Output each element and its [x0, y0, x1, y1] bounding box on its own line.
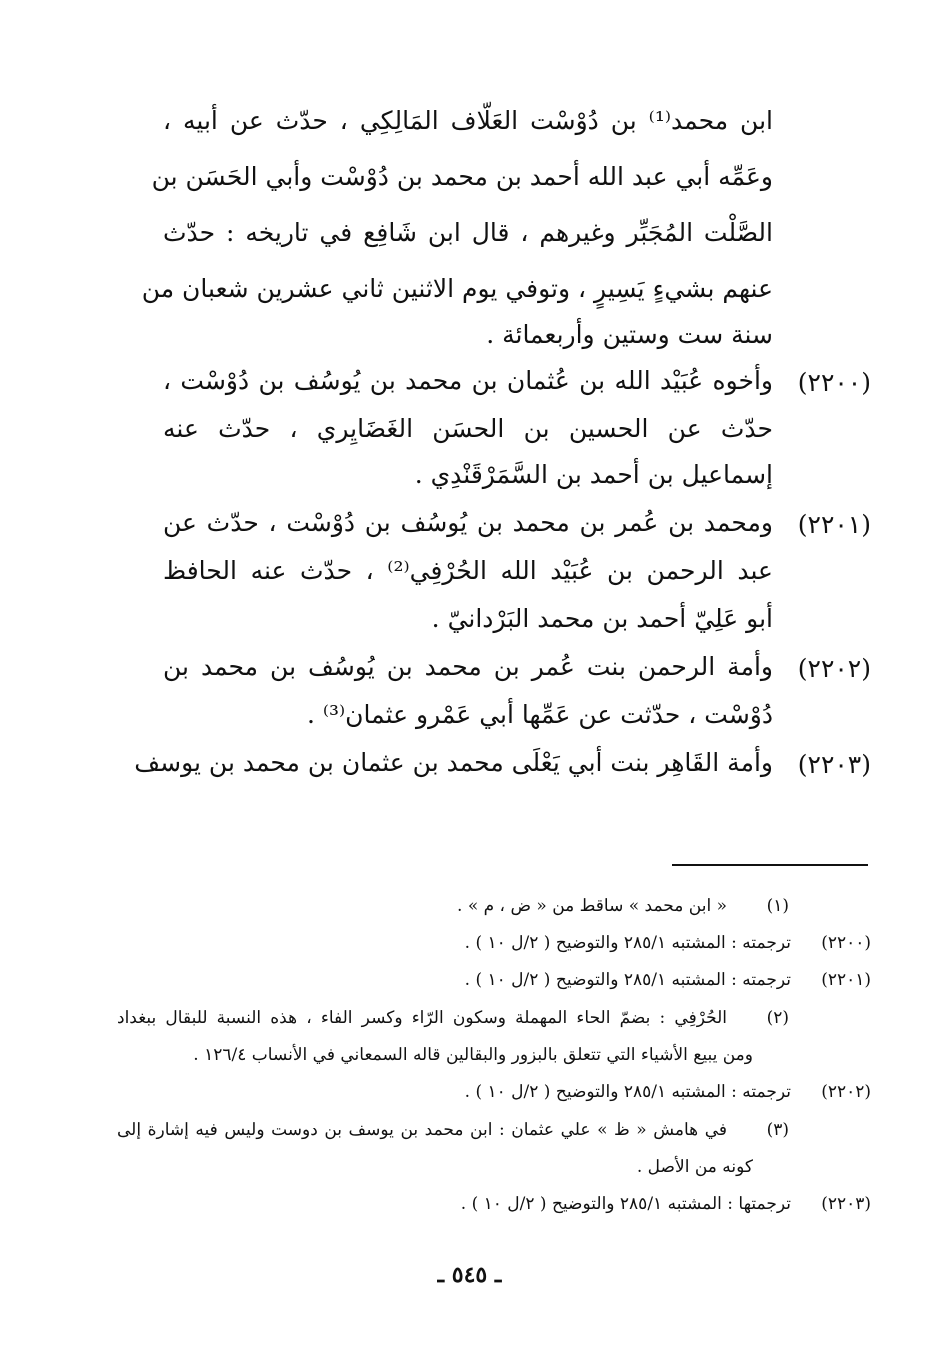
- entry-line: وأمة الرحمن بنت عُمر بن محمد بن يُوسُف بن محمد بن: [163, 652, 773, 681]
- footnote-marker: (١): [766, 896, 789, 916]
- entry-number: (٢٢٠١): [797, 510, 871, 539]
- footnote-text: كونه من الأصل .: [636, 1157, 753, 1177]
- footnote-text: ترجمتها : المشتبه ٢٨٥/١ والتوضيح ( ٢/ل ١٠ ) .: [460, 1194, 791, 1214]
- main-line: وعَمِّه أبي عبد الله أحمد بن محمد بن دُوْسْت وأبي الحَسَن بن: [151, 162, 773, 191]
- footnote-separator: [672, 864, 868, 866]
- footnote-text: في هامش « ظ » علي عثمان : ابن محمد بن يوسف بن دوست وليس فيه إشارة إلى: [117, 1120, 727, 1140]
- footnote-marker: (٢٢٠٣): [821, 1194, 871, 1214]
- entry-number: (٢٢٠٢): [797, 654, 871, 683]
- entry-line: دُوْسْت ، حدّثت عن عَمِّها أبي عَمْرو عثمان⁽³⁾ .: [306, 700, 773, 729]
- main-line: ابن محمد⁽¹⁾ بن دُوْسْت العَلّاف المَالِكِي ، حدّث عن أبيه ،: [163, 106, 773, 135]
- footnote-text: « ابن محمد » ساقط من « ض ، م » .: [457, 896, 727, 916]
- entry-line: حدّث عن الحسين بن الحسَن الغَضَايِري ، حدّث عنه: [163, 414, 773, 443]
- footnote-text: ترجمته : المشتبه ٢٨٥/١ والتوضيح ( ٢/ل ١٠ ) .: [464, 1082, 791, 1102]
- footnote-text: ترجمته : المشتبه ٢٨٥/١ والتوضيح ( ٢/ل ١٠ ) .: [464, 933, 791, 953]
- entry-line: ومحمد بن عُمر بن محمد بن يُوسُف بن دُوْسْت ، حدّث عن: [163, 508, 773, 537]
- footnote-marker: (٢): [766, 1008, 789, 1028]
- page-number: ـ ٥٤٥ ـ: [437, 1262, 502, 1288]
- footnote-text: ترجمته : المشتبه ٢٨٥/١ والتوضيح ( ٢/ل ١٠ ) .: [464, 970, 791, 990]
- entry-line: وأخوه عُبَيْد الله بن عُثمان بن محمد بن يُوسُف بن دُوْسْت ،: [163, 366, 773, 395]
- footnote-marker: (٢٢٠٠): [821, 933, 871, 953]
- main-line: عنهم بشيءٍ يَسِيرٍ ، وتوفي يوم الاثنين ثاني عشرين شعبان من: [141, 274, 773, 303]
- footnote-text: الحُرْفِي : بضمّ الحاء المهملة وسكون الرّاء وكسر الفاء ، هذه النسبة للبقال ببغداد: [117, 1008, 727, 1028]
- entry-line: عبد الرحمن بن عُبَيْد الله الحُرْفِي⁽²⁾ ، حدّث عنه الحافظ: [163, 556, 773, 585]
- entry-number: (٢٢٠٣): [797, 750, 871, 779]
- footnote-marker: (٣): [766, 1120, 789, 1140]
- entry-line: وأمة القَاهِر بنت أبي يَعْلَى محمد بن عثمان بن محمد بن يوسف: [134, 748, 773, 777]
- footnote-marker: (٢٢٠١): [821, 970, 871, 990]
- footnote-text: ومن يبيع الأشياء التي تتعلق بالبزور والبقالين قاله السمعاني في الأنساب ١٢٦/٤ .: [193, 1045, 753, 1065]
- entry-line: إسماعيل بن أحمد بن السَّمَرْقَنْدِي .: [414, 460, 773, 489]
- entry-number: (٢٢٠٠): [797, 368, 871, 397]
- main-line: سنة ست وستين وأربعمائة .: [486, 320, 773, 349]
- entry-line: أبو عَلِيّ أحمد بن محمد البَرْدانيّ .: [431, 604, 773, 633]
- footnote-marker: (٢٢٠٢): [821, 1082, 871, 1102]
- main-line: الصَّلْت المُجَبِّر وغيرهم ، قال ابن شَافِع في تاريخه : حدّث: [163, 218, 773, 247]
